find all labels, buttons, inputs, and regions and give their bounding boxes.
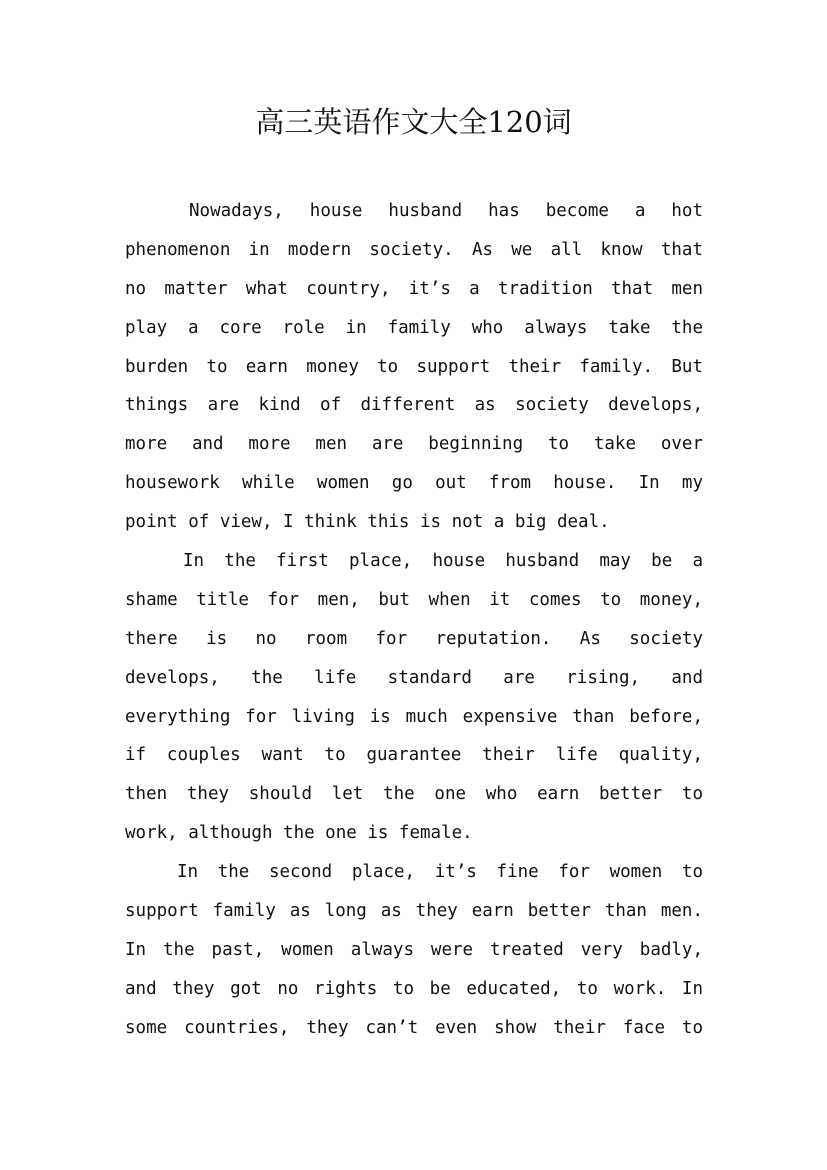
text-line: everything for living is much expensive than before, xyxy=(125,706,703,727)
text-line: support family as long as they earn better than men. xyxy=(125,901,703,922)
text-line: some countries, they can’t even show their face to xyxy=(125,1017,703,1038)
text-line: more and more men are beginning to take over xyxy=(125,434,703,455)
paragraph xyxy=(125,542,703,853)
text-line: work, although the one is female. xyxy=(125,823,473,844)
text-line: no matter what country, it’s a tradition that men xyxy=(125,278,703,299)
text-line: develops, the life standard are rising, and xyxy=(125,667,703,688)
text-line: things are kind of different as society develops, xyxy=(125,395,703,416)
paragraph xyxy=(125,192,703,542)
document-body xyxy=(125,192,703,1048)
text-line: In the past, women always were treated very badly, xyxy=(125,939,703,960)
text-line: In the first place, house husband may be a xyxy=(183,551,703,572)
paragraph xyxy=(125,853,703,1047)
text-line: point of view, I think this is not a big deal. xyxy=(125,512,610,533)
document-title: 高三英语作文大全120词 xyxy=(255,105,572,139)
text-line: burden to earn money to support their family. But xyxy=(125,356,703,377)
text-line: In the second place, it’s fine for women to xyxy=(177,862,703,883)
text-line: there is no room for reputation. As society xyxy=(125,628,703,649)
text-line: then they should let the one who earn better to xyxy=(125,784,703,805)
text-line: if couples want to guarantee their life quality, xyxy=(125,745,703,766)
text-line: housework while women go out from house. In my xyxy=(125,473,703,494)
text-line: shame title for men, but when it comes to money, xyxy=(125,589,703,610)
text-line: Nowadays, house husband has become a hot xyxy=(189,201,703,221)
text-line: phenomenon in modern society. As we all know that xyxy=(125,239,703,260)
text-line: play a core role in family who always take the xyxy=(125,317,703,338)
text-line: and they got no rights to be educated, to work. In xyxy=(125,978,703,999)
